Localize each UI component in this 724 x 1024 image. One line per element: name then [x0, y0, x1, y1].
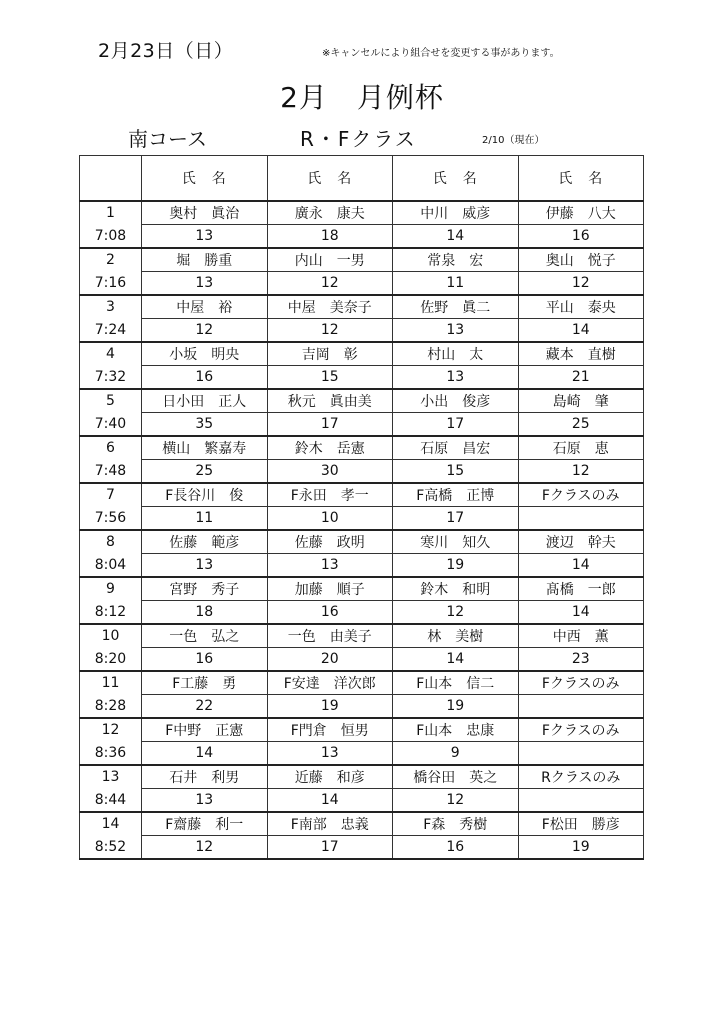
- group-handicap-row: [80, 836, 644, 860]
- player-handicap: 19: [267, 695, 393, 719]
- player-handicap: 16: [142, 648, 268, 672]
- player-handicap: 16: [142, 366, 268, 390]
- group-name-row: [80, 577, 644, 601]
- group-name-row: [80, 765, 644, 789]
- tee-time: 8:20: [80, 648, 142, 672]
- player-handicap: 14: [518, 601, 644, 625]
- player-handicap: 23: [518, 648, 644, 672]
- player-handicap: 13: [267, 742, 393, 766]
- group-number: 8: [80, 530, 142, 554]
- player-name: 加藤 順子: [267, 577, 393, 601]
- player-name: 髙橋 一郎: [518, 577, 644, 601]
- tee-time: 7:08: [80, 225, 142, 249]
- header-row: [80, 156, 644, 202]
- player-handicap: 21: [518, 366, 644, 390]
- player-handicap: 13: [393, 319, 519, 343]
- as-of-date: 2/10（現在）: [482, 135, 545, 146]
- player-name: 常泉 宏: [393, 248, 519, 272]
- tee-time: 7:16: [80, 272, 142, 296]
- group-number: 9: [80, 577, 142, 601]
- player-handicap: 17: [393, 413, 519, 437]
- column-header: 氏 名: [142, 156, 268, 202]
- player-name: 島崎 肇: [518, 389, 644, 413]
- player-name: Fクラスのみ: [518, 483, 644, 507]
- player-name: F山本 信二: [393, 671, 519, 695]
- player-handicap: 13: [267, 554, 393, 578]
- player-handicap: 22: [142, 695, 268, 719]
- player-name: 中川 威彦: [393, 201, 519, 225]
- group-name-row: [80, 483, 644, 507]
- player-handicap: 12: [142, 319, 268, 343]
- group-handicap-row: [80, 413, 644, 437]
- player-name: 奥村 眞治: [142, 201, 268, 225]
- tee-time: 8:52: [80, 836, 142, 860]
- player-handicap: 19: [393, 554, 519, 578]
- player-name: 鈴木 岳憲: [267, 436, 393, 460]
- player-handicap: [518, 742, 644, 766]
- player-handicap: 18: [142, 601, 268, 625]
- group-number: 4: [80, 342, 142, 366]
- group-number: 14: [80, 812, 142, 836]
- player-handicap: 25: [518, 413, 644, 437]
- group-name-row: [80, 436, 644, 460]
- player-name: 日小田 正人: [142, 389, 268, 413]
- player-handicap: 12: [518, 272, 644, 296]
- group-name-row: [80, 718, 644, 742]
- player-handicap: 12: [393, 601, 519, 625]
- player-name: 廣永 康夫: [267, 201, 393, 225]
- group-handicap-row: [80, 366, 644, 390]
- player-handicap: 16: [393, 836, 519, 860]
- group-handicap-row: [80, 460, 644, 484]
- player-name: 一色 由美子: [267, 624, 393, 648]
- player-name: F松田 勝彦: [518, 812, 644, 836]
- player-name: F齋藤 利一: [142, 812, 268, 836]
- group-number: 6: [80, 436, 142, 460]
- player-name: 鈴木 和明: [393, 577, 519, 601]
- page-title: 2月 月例杯: [280, 81, 444, 114]
- player-name: 中屋 美奈子: [267, 295, 393, 319]
- tee-time: 7:56: [80, 507, 142, 531]
- player-name: 石原 昌宏: [393, 436, 519, 460]
- player-name: 横山 繁嘉寿: [142, 436, 268, 460]
- player-name: 小坂 明央: [142, 342, 268, 366]
- group-name-row: [80, 201, 644, 225]
- group-handicap-row: [80, 742, 644, 766]
- player-name: 寒川 知久: [393, 530, 519, 554]
- player-handicap: [518, 695, 644, 719]
- player-handicap: 14: [393, 648, 519, 672]
- player-handicap: 14: [393, 225, 519, 249]
- player-name: 石原 恵: [518, 436, 644, 460]
- group-number: 10: [80, 624, 142, 648]
- group-handicap-row: [80, 507, 644, 531]
- player-name: 林 美樹: [393, 624, 519, 648]
- group-name-row: [80, 812, 644, 836]
- player-handicap: 25: [142, 460, 268, 484]
- player-handicap: 17: [267, 413, 393, 437]
- player-handicap: 12: [267, 272, 393, 296]
- player-name: F中野 正憲: [142, 718, 268, 742]
- group-handicap-row: [80, 789, 644, 813]
- player-name: 平山 泰央: [518, 295, 644, 319]
- player-name: Rクラスのみ: [518, 765, 644, 789]
- player-name: F長谷川 俊: [142, 483, 268, 507]
- group-handicap-row: [80, 319, 644, 343]
- player-name: F高橋 正博: [393, 483, 519, 507]
- player-handicap: 12: [142, 836, 268, 860]
- player-handicap: 12: [393, 789, 519, 813]
- player-name: Fクラスのみ: [518, 671, 644, 695]
- player-name: 近藤 和彦: [267, 765, 393, 789]
- column-header: 氏 名: [518, 156, 644, 202]
- group-number: 1: [80, 201, 142, 225]
- player-name: 佐野 眞二: [393, 295, 519, 319]
- tee-time: 8:44: [80, 789, 142, 813]
- player-handicap: 14: [267, 789, 393, 813]
- player-name: 村山 太: [393, 342, 519, 366]
- group-number: 5: [80, 389, 142, 413]
- player-handicap: 30: [267, 460, 393, 484]
- player-handicap: 9: [393, 742, 519, 766]
- group-number: 7: [80, 483, 142, 507]
- player-name: 橋谷田 英之: [393, 765, 519, 789]
- group-handicap-row: [80, 225, 644, 249]
- player-handicap: 15: [393, 460, 519, 484]
- player-handicap: 12: [518, 460, 644, 484]
- player-name: 中西 薫: [518, 624, 644, 648]
- player-name: F山本 忠康: [393, 718, 519, 742]
- tee-time: 7:40: [80, 413, 142, 437]
- player-handicap: 13: [142, 272, 268, 296]
- player-handicap: 14: [518, 319, 644, 343]
- group-number: 3: [80, 295, 142, 319]
- player-handicap: 14: [142, 742, 268, 766]
- player-name: F森 秀樹: [393, 812, 519, 836]
- player-handicap: 13: [142, 225, 268, 249]
- player-handicap: 13: [142, 554, 268, 578]
- group-handicap-row: [80, 601, 644, 625]
- player-name: 堀 勝重: [142, 248, 268, 272]
- player-name: 小出 俊彦: [393, 389, 519, 413]
- player-handicap: [518, 789, 644, 813]
- player-name: Fクラスのみ: [518, 718, 644, 742]
- group-name-row: [80, 248, 644, 272]
- class-label: R・Fクラス: [300, 127, 417, 151]
- event-date: 2月23日（日）: [98, 40, 234, 62]
- group-name-row: [80, 530, 644, 554]
- player-name: 吉岡 彰: [267, 342, 393, 366]
- group-number: 12: [80, 718, 142, 742]
- player-handicap: 14: [518, 554, 644, 578]
- player-name: 宮野 秀子: [142, 577, 268, 601]
- tee-time: 7:32: [80, 366, 142, 390]
- pairings-table: [79, 155, 644, 860]
- group-handicap-row: [80, 648, 644, 672]
- player-name: 渡辺 幹夫: [518, 530, 644, 554]
- player-handicap: 35: [142, 413, 268, 437]
- tee-time: 8:36: [80, 742, 142, 766]
- player-name: 中屋 裕: [142, 295, 268, 319]
- player-name: 佐藤 政明: [267, 530, 393, 554]
- player-handicap: 16: [518, 225, 644, 249]
- player-handicap: 20: [267, 648, 393, 672]
- course-name: 南コース: [128, 127, 207, 151]
- player-name: 伊藤 八大: [518, 201, 644, 225]
- cancellation-note: ※キャンセルにより組合せを変更する事があります。: [322, 48, 560, 59]
- player-name: 内山 一男: [267, 248, 393, 272]
- player-handicap: 17: [267, 836, 393, 860]
- player-handicap: 16: [267, 601, 393, 625]
- group-name-row: [80, 671, 644, 695]
- header-blank-cell: [80, 156, 142, 202]
- tee-time: 7:48: [80, 460, 142, 484]
- group-name-row: [80, 342, 644, 366]
- player-handicap: 15: [267, 366, 393, 390]
- tee-time: 8:12: [80, 601, 142, 625]
- player-handicap: 11: [142, 507, 268, 531]
- player-handicap: 10: [267, 507, 393, 531]
- player-handicap: 13: [142, 789, 268, 813]
- group-name-row: [80, 295, 644, 319]
- player-handicap: 18: [267, 225, 393, 249]
- player-name: 奥山 悦子: [518, 248, 644, 272]
- player-name: F安達 洋次郎: [267, 671, 393, 695]
- player-name: F南部 忠義: [267, 812, 393, 836]
- player-handicap: 17: [393, 507, 519, 531]
- group-number: 11: [80, 671, 142, 695]
- player-name: F門倉 恒男: [267, 718, 393, 742]
- player-name: 一色 弘之: [142, 624, 268, 648]
- player-handicap: 19: [518, 836, 644, 860]
- group-name-row: [80, 624, 644, 648]
- player-handicap: 11: [393, 272, 519, 296]
- tee-time: 8:04: [80, 554, 142, 578]
- group-handicap-row: [80, 695, 644, 719]
- player-name: 石井 利男: [142, 765, 268, 789]
- group-handicap-row: [80, 554, 644, 578]
- player-name: 佐藤 範彦: [142, 530, 268, 554]
- tee-time: 7:24: [80, 319, 142, 343]
- player-handicap: 19: [393, 695, 519, 719]
- player-handicap: 13: [393, 366, 519, 390]
- tee-time: 8:28: [80, 695, 142, 719]
- column-header: 氏 名: [393, 156, 519, 202]
- player-handicap: [518, 507, 644, 531]
- group-number: 2: [80, 248, 142, 272]
- player-name: F工藤 勇: [142, 671, 268, 695]
- group-name-row: [80, 389, 644, 413]
- group-number: 13: [80, 765, 142, 789]
- group-handicap-row: [80, 272, 644, 296]
- column-header: 氏 名: [267, 156, 393, 202]
- player-handicap: 12: [267, 319, 393, 343]
- player-name: 秋元 眞由美: [267, 389, 393, 413]
- player-name: 藏本 直樹: [518, 342, 644, 366]
- player-name: F永田 孝一: [267, 483, 393, 507]
